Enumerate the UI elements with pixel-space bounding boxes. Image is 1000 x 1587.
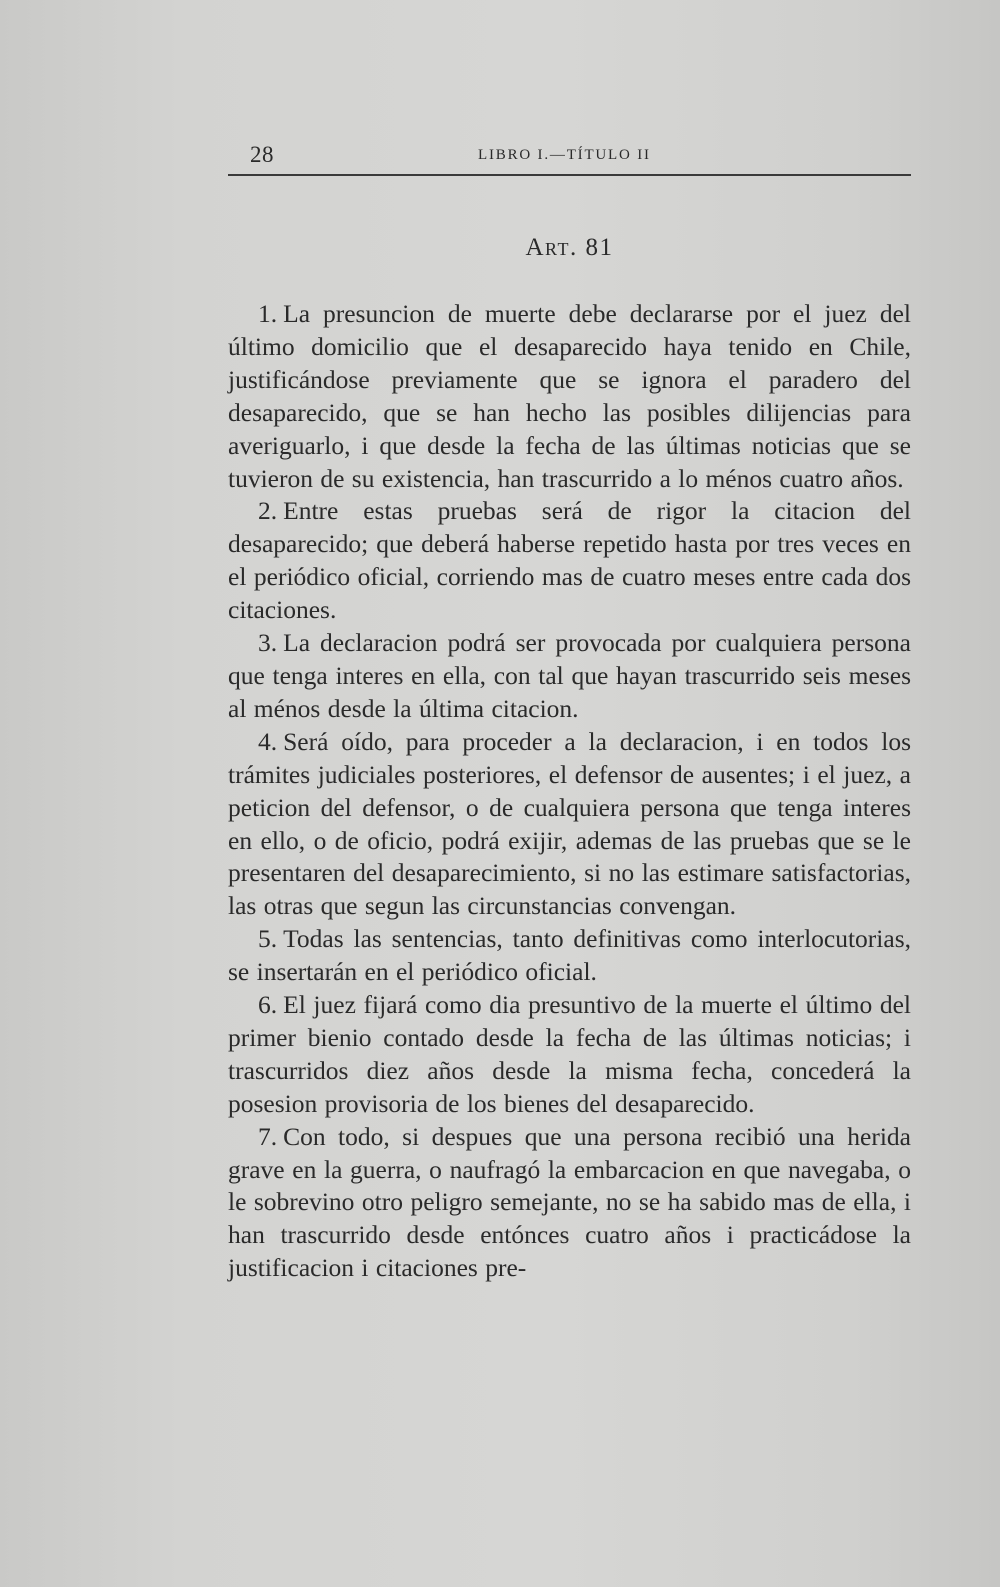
paragraph-text: Entre estas pruebas será de rigor la citacion del desaparecido; que deberá haberse repetido hasta por tres veces en el periódico oficial, corriendo mas de cuatro meses entre cada dos citaciones. (228, 496, 911, 625)
paragraph-number: 2. (258, 496, 278, 526)
paragraph-text: Será oído, para proceder a la declaracion, i en todos los trámites judiciales posteriores, el defensor de ausentes; i el juez, a peticion del defensor, o de cualquiera persona que tenga interes en ello, o de oficio, podrá exijir, ademas de las pruebas que se le presentaren del desaparecimiento, si no las estimare satisfactorias, las otras que segun las circunstancias convengan. (228, 726, 911, 921)
paragraph-number: 7. (258, 1121, 278, 1151)
running-header (228, 138, 911, 176)
paragraph-2 (228, 495, 911, 627)
paragraph-4 (228, 726, 911, 923)
paragraph-number: 3. (258, 628, 278, 658)
page-number: 28 (250, 142, 274, 167)
paragraph-text: La declaracion podrá ser provocada por cualquiera persona que tenga interes en ella, con tal que hayan trascurrido seis meses al ménos desde la última citacion. (228, 628, 911, 723)
running-title: LIBRO I.—TÍTULO II (478, 147, 651, 163)
paragraph-1 (228, 298, 911, 495)
paragraph-text: Con todo, si despues que una persona recibió una herida grave en la guerra, o naufragó la embarcacion en que navegaba, o le sobrevino otro peligro semejante, no se ha sabido mas de ella, i han trascurrido desde entónces cuatro años i practicádose la justificacion i citaciones pre- (228, 1121, 911, 1283)
paragraph-6 (228, 989, 911, 1121)
paragraph-number: 5. (258, 924, 278, 954)
article-heading: Art. 81 (525, 234, 614, 261)
paragraph-text: El juez fijará como dia presuntivo de la muerte el último del primer bienio contado desde la fecha de las últimas noticias; i trascurridos diez años desde la misma fecha, concederá la posesion provisoria de los bienes del desaparecido. (228, 990, 911, 1118)
paragraph-text: La presuncion de muerte debe declararse por el juez del último domicilio que el desaparecido haya tenido en Chile, justificándose previamente que se ignora el paradero del desaparecido, que se han hecho las posibles dilijencias para averiguarlo, i que desde la fecha de las últimas noticias que se tuvieron de su existencia, han trascurrido a lo ménos cuatro años. (228, 299, 911, 493)
paragraph-3 (228, 627, 911, 726)
paragraph-5 (228, 923, 911, 989)
article-body (228, 298, 911, 1285)
paragraph-number: 1. (258, 299, 278, 328)
paragraph-7 (228, 1121, 911, 1286)
paragraph-number: 6. (258, 990, 278, 1020)
paragraph-text: Todas las sentencias, tanto definitivas como interlocutorias, se insertarán en el periódico oficial. (228, 924, 911, 987)
paragraph-number: 4. (258, 726, 278, 756)
